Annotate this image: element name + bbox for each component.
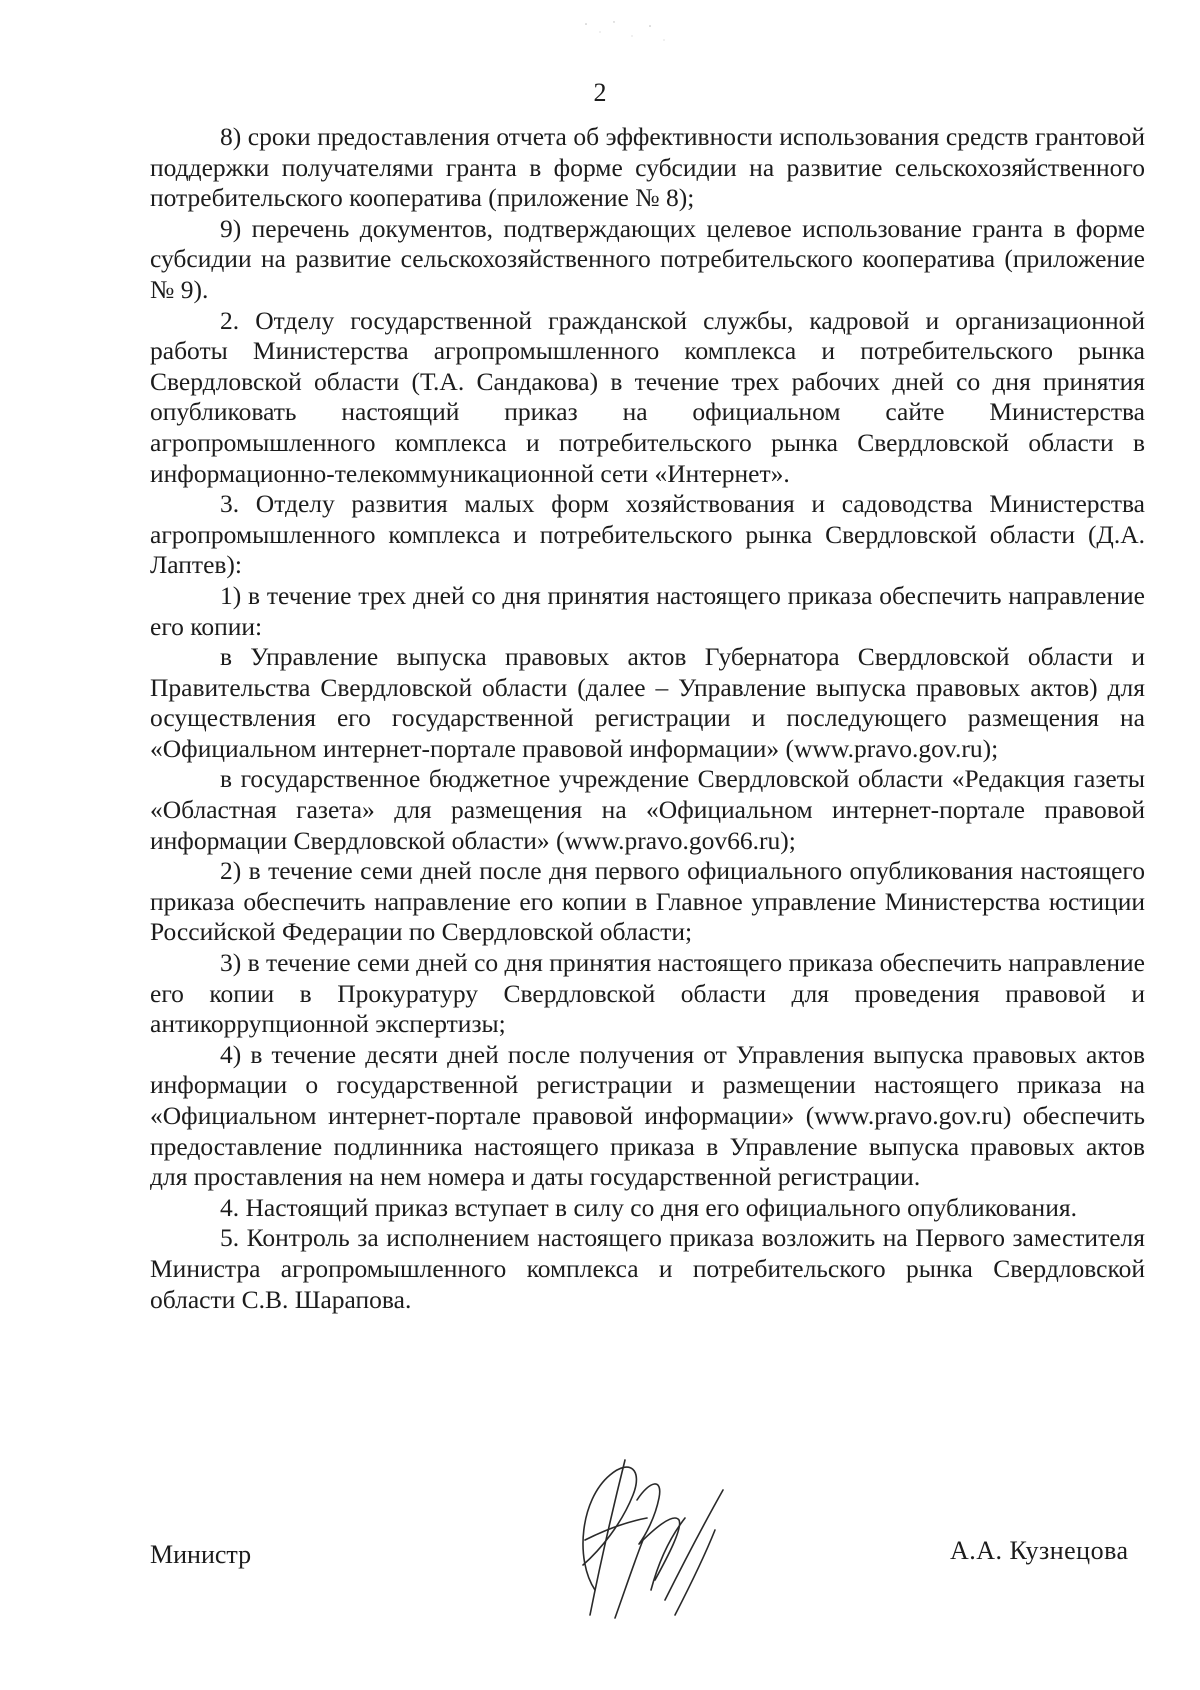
paragraph-subitem-4: 4) в течение десяти дней после получения от Управления выпуска правовых актов информации о государственной регистрации и размещении настоящего приказа на «Официальном интернет-портале правовой информации» (www.pravo.gov.ru) обеспечить предоставление подлинника настоящего приказа в Управление выпуска правовых актов для проставления на нем номера и даты государственной регистрации. xyxy=(150,1039,1145,1192)
paragraph-subitem-2: 2) в течение семи дней после дня первого официального опубликования настоящего приказа обеспечить направление его копии в Главное управление Министерства юстиции Российской Федерации по Свердловской области; xyxy=(150,856,1145,947)
paragraph-item-8: 8) сроки предоставления отчета об эффективности использования средств грантовой поддержки получателями гранта в форме субсидии на развитие сельскохозяйственного потребительского кооператива (приложение № 8); xyxy=(150,122,1145,213)
signatory-title: Министр xyxy=(150,1540,252,1569)
handwritten-signature xyxy=(555,1440,730,1630)
document-body xyxy=(150,122,1145,1315)
paragraph-clause-5: 5. Контроль за исполнением настоящего приказа возложить на Первого заместителя Министра агропромышленного комплекса и потребительского рынка Свердловской области С.В. Шарапова. xyxy=(150,1223,1145,1314)
paragraph-subitem-1: 1) в течение трех дней со дня принятия настоящего приказа обеспечить направление его копии: xyxy=(150,580,1145,641)
paragraph-clause-2: 2. Отделу государственной гражданской службы, кадровой и организационной работы Министерства агропромышленного комплекса и потребительского рынка Свердловской области (Т.А. Сандакова) в течение трех рабочих дней со дня принятия опубликовать настоящий приказ на официальном сайте Министерства агропромышленного комплекса и потребительского рынка Свердловской области в информационно-телекоммуникационной сети «Интернет». xyxy=(150,305,1145,488)
paragraph-clause-4: 4. Настоящий приказ вступает в силу со дня его официального опубликования. xyxy=(220,1192,1077,1222)
paragraph-recipient-newspaper: в государственное бюджетное учреждение Свердловской области «Редакция газеты «Областная газета» для размещения на «Официальном интернет-портале правовой информации Свердловской области» (www.pravo.gov66.ru); xyxy=(150,764,1145,855)
paragraph-recipient-governor: в Управление выпуска правовых актов Губернатора Свердловской области и Правительства Свердловской области (далее – Управление выпуска правовых актов) для осуществления его государственной регистрации и последующего размещения на «Официальном интернет-портале правовой информации» (www.pravo.gov.ru); xyxy=(150,642,1145,763)
paragraph-item-9: 9) перечень документов, подтверждающих целевое использование гранта в форме субсидии на развитие сельскохозяйственного потребительского кооператива (приложение № 9). xyxy=(150,213,1145,304)
page-number: 2 xyxy=(593,78,607,107)
paragraph-clause-3: 3. Отделу развития малых форм хозяйствования и садоводства Министерства агропромышленного комплекса и потребительского рынка Свердловской области (Д.А. Лаптев): xyxy=(150,489,1145,580)
scan-speckles xyxy=(580,18,670,48)
signatory-name: А.А. Кузнецова xyxy=(950,1536,1129,1565)
paragraph-subitem-3: 3) в течение семи дней со дня принятия настоящего приказа обеспечить направление его копии в Прокуратуру Свердловской области для проведения правовой и антикоррупционной экспертизы; xyxy=(150,948,1145,1039)
